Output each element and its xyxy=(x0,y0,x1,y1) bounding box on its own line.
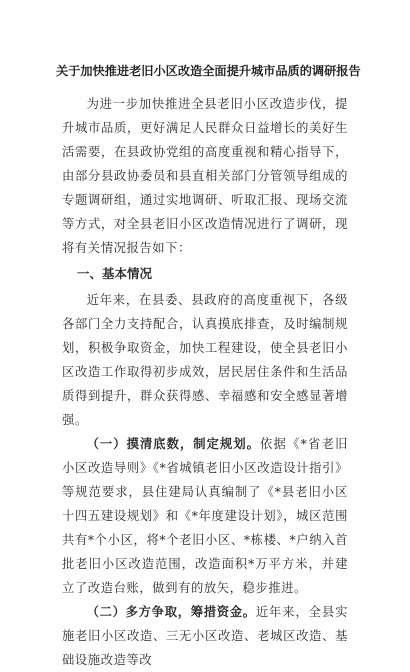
item2-lead: （二）多方争取，筹措资金。 xyxy=(86,605,256,619)
section-heading-basic-situation: 一、基本情况 xyxy=(77,266,153,281)
item2-paragraph xyxy=(62,600,348,672)
item1-paragraph xyxy=(62,432,348,600)
item2-body: 近年来，全县实施老旧小区改造、三无小区改造、老城区改造、基础设施改造等改 xyxy=(62,605,349,667)
intro-paragraph: 为进一步加快推进全县老旧小区改造步伐，提升城市品质，更好满足人民群众日益增长的美好生活需要，在县政协党组的高度重视和精心指导下，由部分县政协委员和县直相关部门分管领导组成的专题调研组，通过实地调研、听取汇报、现场交流等方式，对全县老旧小区改造情况进行了调研，现将有关情况报告如下： xyxy=(62,97,348,255)
section1-paragraph: 近年来，在县委、县政府的高度重视下，各级各部门全力支持配合，认真摸底排查，及时编制规划，积极争取资金，加快工程建设，使全县老旧小区改造工作取得初步成效，居民居住条件和生活品质得到提升，群众获得感、幸福感和安全感显著增强。 xyxy=(62,293,348,427)
document-page xyxy=(56,62,361,672)
document-title: 关于加快推进老旧小区改造全面提升城市品质的调研报告 xyxy=(56,64,361,78)
item1-lead: （一）摸清底数，制定规划。 xyxy=(86,437,261,451)
item1-body: 依据《*省老旧小区改造导则》《*省城镇老旧小区改造设计指引》等规范要求，县住建局认真编制了《*县老旧小区十四五建设规划》和《*年度建设计划》，城区范围共有*个小区，将*个老旧小区、*栋楼、*户纳入首批老旧小区改造范围，改造面积*万平方米，并建立了改造台账，做到有的放矢，稳步推进。 xyxy=(62,437,348,595)
